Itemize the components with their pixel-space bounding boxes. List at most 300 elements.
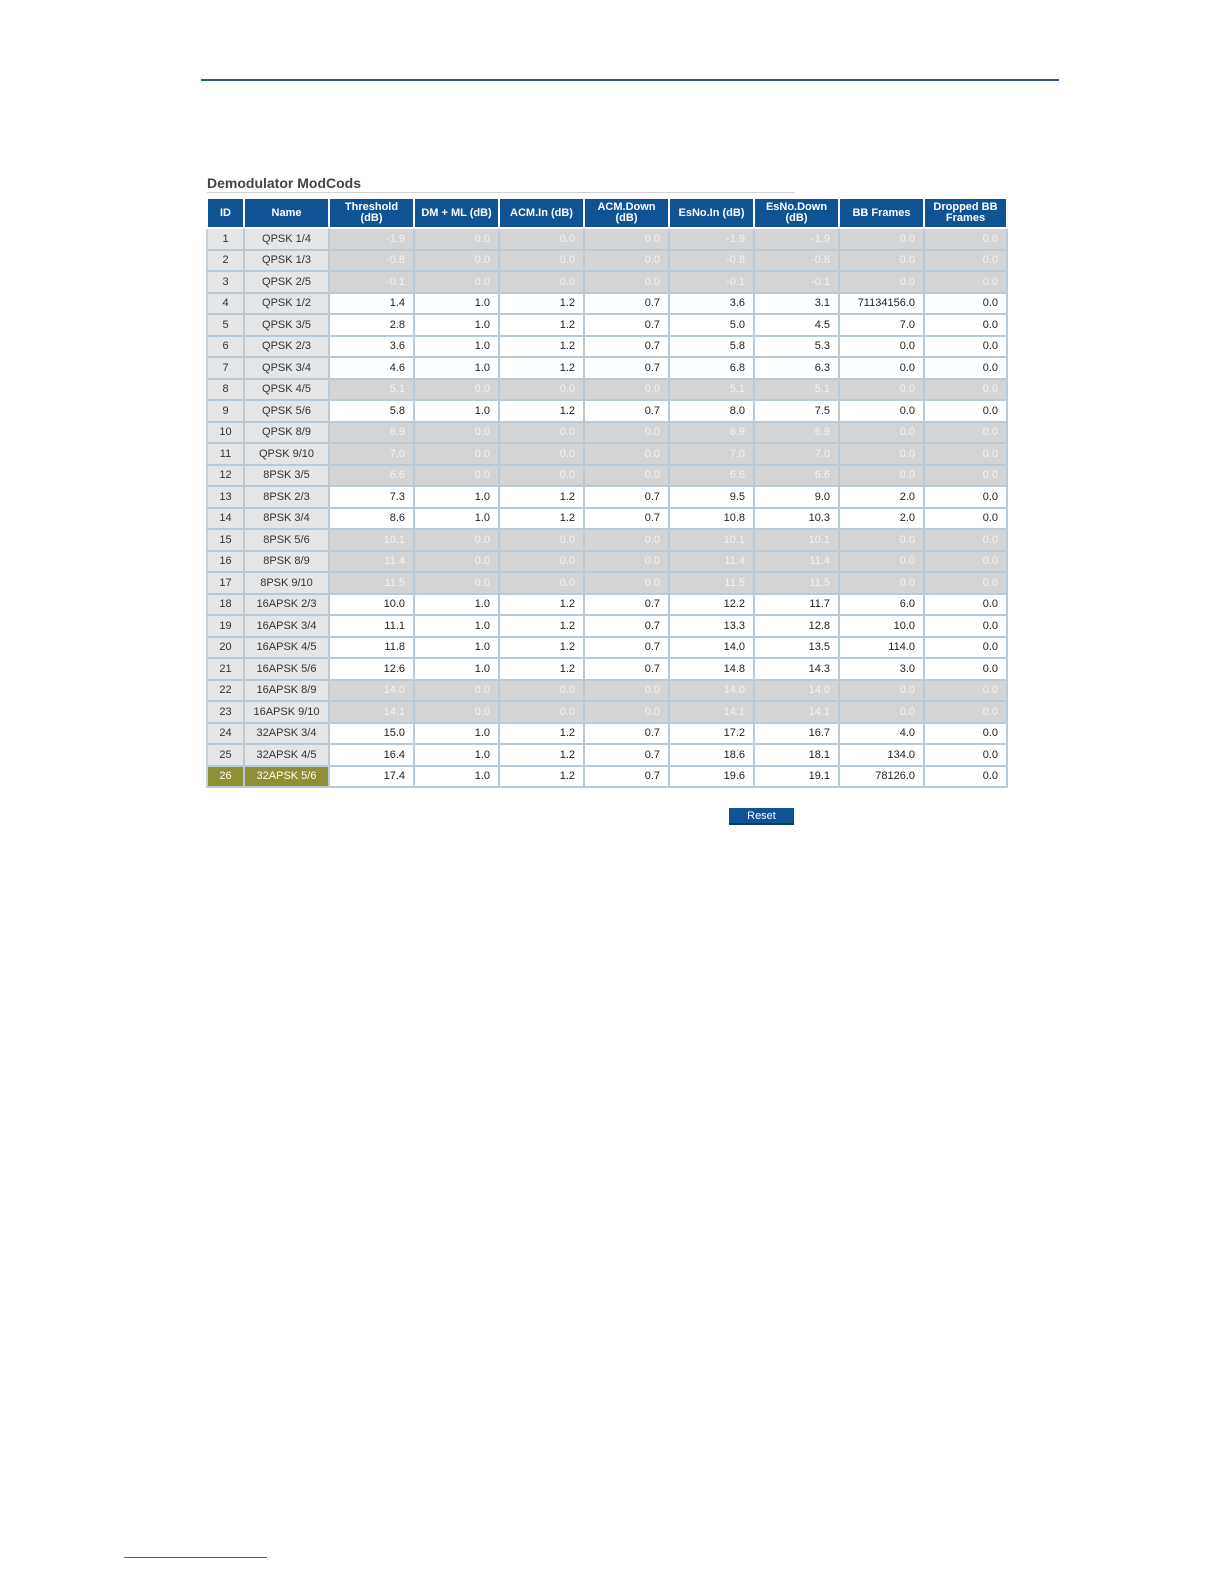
cell-id: 13 xyxy=(207,486,244,508)
cell-dm-ml: 1.0 xyxy=(414,486,499,508)
column-header-dm-ml xyxy=(414,199,499,228)
cell-id: 18 xyxy=(207,594,244,616)
cell-esno-in: 10.8 xyxy=(669,508,754,530)
cell-esno-in: 18.6 xyxy=(669,744,754,766)
cell-dm-ml: 1.0 xyxy=(414,357,499,379)
cell-threshold: 10.0 xyxy=(329,594,414,616)
table-row xyxy=(207,744,1007,766)
cell-dropped: 0.0 xyxy=(924,572,1007,594)
column-header-acm-down xyxy=(584,199,669,228)
cell-bb-frames: 0.0 xyxy=(839,379,924,401)
cell-acm-down: 0.0 xyxy=(584,443,669,465)
cell-esno-in: -0.8 xyxy=(669,250,754,272)
column-header-line: ID xyxy=(220,206,231,219)
cell-esno-in: 12.2 xyxy=(669,594,754,616)
cell-esno-in: 10.1 xyxy=(669,529,754,551)
cell-bb-frames: 0.0 xyxy=(839,271,924,293)
cell-acm-in: 0.0 xyxy=(499,443,584,465)
cell-dropped: 0.0 xyxy=(924,615,1007,637)
cell-dropped: 0.0 xyxy=(924,314,1007,336)
cell-dropped: 0.0 xyxy=(924,293,1007,315)
cell-acm-down: 0.7 xyxy=(584,594,669,616)
cell-esno-down: 14.1 xyxy=(754,701,839,723)
cell-name: QPSK 5/6 xyxy=(244,400,329,422)
cell-acm-in: 0.0 xyxy=(499,529,584,551)
cell-dm-ml: 1.0 xyxy=(414,336,499,358)
column-header-acm-in xyxy=(499,199,584,228)
cell-acm-in: 1.2 xyxy=(499,486,584,508)
cell-dm-ml: 0.0 xyxy=(414,465,499,487)
cell-dropped: 0.0 xyxy=(924,701,1007,723)
cell-acm-in: 1.2 xyxy=(499,314,584,336)
column-header-line: (dB) xyxy=(360,212,383,224)
cell-name: 16APSK 3/4 xyxy=(244,615,329,637)
table-row xyxy=(207,443,1007,465)
cell-bb-frames: 0.0 xyxy=(839,551,924,573)
cell-acm-in: 1.2 xyxy=(499,357,584,379)
cell-esno-in: 14.8 xyxy=(669,658,754,680)
cell-id: 24 xyxy=(207,723,244,745)
cell-acm-in: 0.0 xyxy=(499,551,584,573)
cell-acm-in: 1.2 xyxy=(499,400,584,422)
cell-bb-frames: 0.0 xyxy=(839,529,924,551)
cell-esno-down: 18.1 xyxy=(754,744,839,766)
cell-acm-down: 0.0 xyxy=(584,228,669,250)
cell-id: 3 xyxy=(207,271,244,293)
cell-dropped: 0.0 xyxy=(924,400,1007,422)
table-row xyxy=(207,336,1007,358)
cell-acm-down: 0.7 xyxy=(584,357,669,379)
cell-esno-down: 5.3 xyxy=(754,336,839,358)
cell-dm-ml: 1.0 xyxy=(414,744,499,766)
table-row xyxy=(207,701,1007,723)
cell-bb-frames: 0.0 xyxy=(839,228,924,250)
cell-bb-frames: 6.0 xyxy=(839,594,924,616)
table-row xyxy=(207,766,1007,788)
cell-acm-in: 1.2 xyxy=(499,508,584,530)
cell-esno-in: 6.9 xyxy=(669,422,754,444)
cell-threshold: 12.6 xyxy=(329,658,414,680)
cell-bb-frames: 2.0 xyxy=(839,486,924,508)
table-row xyxy=(207,572,1007,594)
cell-name: 8PSK 8/9 xyxy=(244,551,329,573)
cell-acm-in: 1.2 xyxy=(499,744,584,766)
table-row xyxy=(207,723,1007,745)
column-header-esno-in xyxy=(669,199,754,228)
cell-bb-frames: 114.0 xyxy=(839,637,924,659)
cell-acm-in: 0.0 xyxy=(499,465,584,487)
cell-dropped: 0.0 xyxy=(924,680,1007,702)
page-header-rule xyxy=(201,79,1059,81)
cell-esno-down: 16.7 xyxy=(754,723,839,745)
cell-dropped: 0.0 xyxy=(924,551,1007,573)
cell-acm-down: 0.7 xyxy=(584,336,669,358)
cell-dropped: 0.0 xyxy=(924,637,1007,659)
cell-acm-in: 1.2 xyxy=(499,336,584,358)
column-header-dropped-bb-frames xyxy=(924,199,1007,228)
cell-name: QPSK 4/5 xyxy=(244,379,329,401)
cell-bb-frames: 0.0 xyxy=(839,443,924,465)
cell-id: 20 xyxy=(207,637,244,659)
table-row xyxy=(207,379,1007,401)
cell-dropped: 0.0 xyxy=(924,508,1007,530)
cell-esno-down: 13.5 xyxy=(754,637,839,659)
cell-esno-in: 9.5 xyxy=(669,486,754,508)
cell-acm-down: 0.7 xyxy=(584,508,669,530)
cell-name: 32APSK 4/5 xyxy=(244,744,329,766)
cell-bb-frames: 0.0 xyxy=(839,357,924,379)
cell-dropped: 0.0 xyxy=(924,422,1007,444)
column-header-line: EsNo.Down xyxy=(765,201,828,213)
column-header-line: BB Frames xyxy=(852,206,911,219)
cell-id: 11 xyxy=(207,443,244,465)
cell-acm-in: 0.0 xyxy=(499,228,584,250)
table-row xyxy=(207,293,1007,315)
cell-acm-down: 0.0 xyxy=(584,465,669,487)
cell-esno-down: -1.9 xyxy=(754,228,839,250)
table-row xyxy=(207,551,1007,573)
cell-threshold: 1.4 xyxy=(329,293,414,315)
cell-id: 19 xyxy=(207,615,244,637)
reset-button[interactable]: Reset xyxy=(729,808,794,825)
cell-acm-down: 0.7 xyxy=(584,400,669,422)
cell-bb-frames: 0.0 xyxy=(839,572,924,594)
cell-bb-frames: 3.0 xyxy=(839,658,924,680)
column-header-line: (dB) xyxy=(785,212,808,224)
cell-acm-down: 0.7 xyxy=(584,744,669,766)
cell-dropped: 0.0 xyxy=(924,443,1007,465)
column-header-line: (dB) xyxy=(615,212,638,224)
cell-id: 26 xyxy=(207,766,244,788)
cell-acm-in: 0.0 xyxy=(499,680,584,702)
column-header-line: EsNo.In (dB) xyxy=(678,206,745,219)
cell-dropped: 0.0 xyxy=(924,486,1007,508)
cell-esno-down: -0.1 xyxy=(754,271,839,293)
cell-threshold: 5.1 xyxy=(329,379,414,401)
table-row xyxy=(207,594,1007,616)
cell-dm-ml: 0.0 xyxy=(414,271,499,293)
cell-threshold: 11.4 xyxy=(329,551,414,573)
cell-dropped: 0.0 xyxy=(924,336,1007,358)
cell-esno-down: 14.3 xyxy=(754,658,839,680)
cell-esno-in: -0.1 xyxy=(669,271,754,293)
cell-dropped: 0.0 xyxy=(924,228,1007,250)
cell-acm-in: 0.0 xyxy=(499,271,584,293)
cell-name: 16APSK 8/9 xyxy=(244,680,329,702)
cell-acm-down: 0.7 xyxy=(584,637,669,659)
cell-threshold: -0.1 xyxy=(329,271,414,293)
cell-dm-ml: 1.0 xyxy=(414,293,499,315)
table-row xyxy=(207,615,1007,637)
cell-name: 8PSK 3/4 xyxy=(244,508,329,530)
table-row xyxy=(207,271,1007,293)
cell-acm-down: 0.0 xyxy=(584,680,669,702)
cell-acm-in: 1.2 xyxy=(499,723,584,745)
cell-dropped: 0.0 xyxy=(924,594,1007,616)
cell-dm-ml: 0.0 xyxy=(414,422,499,444)
cell-threshold: 11.8 xyxy=(329,637,414,659)
cell-esno-down: 12.8 xyxy=(754,615,839,637)
cell-id: 21 xyxy=(207,658,244,680)
cell-dm-ml: 1.0 xyxy=(414,594,499,616)
cell-bb-frames: 0.0 xyxy=(839,465,924,487)
table-row xyxy=(207,637,1007,659)
cell-id: 25 xyxy=(207,744,244,766)
cell-name: QPSK 1/3 xyxy=(244,250,329,272)
cell-threshold: 5.8 xyxy=(329,400,414,422)
cell-id: 5 xyxy=(207,314,244,336)
cell-name: 8PSK 5/6 xyxy=(244,529,329,551)
cell-dropped: 0.0 xyxy=(924,766,1007,788)
cell-esno-down: 10.1 xyxy=(754,529,839,551)
cell-esno-down: 11.5 xyxy=(754,572,839,594)
cell-acm-down: 0.0 xyxy=(584,529,669,551)
cell-dropped: 0.0 xyxy=(924,271,1007,293)
column-header-line: Name xyxy=(271,206,302,219)
cell-name: QPSK 9/10 xyxy=(244,443,329,465)
table-row xyxy=(207,465,1007,487)
cell-acm-down: 0.7 xyxy=(584,658,669,680)
cell-esno-in: 3.6 xyxy=(669,293,754,315)
cell-threshold: 4.6 xyxy=(329,357,414,379)
cell-name: 16APSK 2/3 xyxy=(244,594,329,616)
cell-bb-frames: 2.0 xyxy=(839,508,924,530)
cell-esno-down: 6.6 xyxy=(754,465,839,487)
cell-bb-frames: 78126.0 xyxy=(839,766,924,788)
cell-acm-down: 0.7 xyxy=(584,615,669,637)
cell-threshold: -0.8 xyxy=(329,250,414,272)
cell-bb-frames: 0.0 xyxy=(839,701,924,723)
cell-bb-frames: 0.0 xyxy=(839,400,924,422)
cell-id: 12 xyxy=(207,465,244,487)
cell-bb-frames: 10.0 xyxy=(839,615,924,637)
column-header-id xyxy=(207,199,244,228)
column-header-line: Dropped BB xyxy=(933,201,998,213)
cell-acm-in: 0.0 xyxy=(499,422,584,444)
column-header-name xyxy=(244,199,329,228)
cell-bb-frames: 0.0 xyxy=(839,422,924,444)
cell-bb-frames: 0.0 xyxy=(839,680,924,702)
cell-esno-in: 17.2 xyxy=(669,723,754,745)
cell-id: 10 xyxy=(207,422,244,444)
column-header-threshold xyxy=(329,199,414,228)
table-header-row xyxy=(207,199,1007,228)
cell-esno-in: 8.0 xyxy=(669,400,754,422)
cell-name: QPSK 3/4 xyxy=(244,357,329,379)
table-row xyxy=(207,314,1007,336)
cell-acm-down: 0.7 xyxy=(584,486,669,508)
cell-dropped: 0.0 xyxy=(924,465,1007,487)
cell-name: 16APSK 5/6 xyxy=(244,658,329,680)
column-header-bb-frames xyxy=(839,199,924,228)
cell-esno-in: 7.0 xyxy=(669,443,754,465)
cell-acm-in: 1.2 xyxy=(499,615,584,637)
cell-acm-in: 1.2 xyxy=(499,637,584,659)
cell-threshold: -1.9 xyxy=(329,228,414,250)
table-row xyxy=(207,422,1007,444)
column-header-line: DM + ML (dB) xyxy=(421,206,492,219)
cell-threshold: 7.3 xyxy=(329,486,414,508)
table-row xyxy=(207,658,1007,680)
cell-id: 17 xyxy=(207,572,244,594)
cell-acm-down: 0.0 xyxy=(584,551,669,573)
cell-esno-in: 6.6 xyxy=(669,465,754,487)
cell-threshold: 6.6 xyxy=(329,465,414,487)
cell-dm-ml: 1.0 xyxy=(414,615,499,637)
cell-bb-frames: 71134156.0 xyxy=(839,293,924,315)
cell-esno-in: 13.3 xyxy=(669,615,754,637)
cell-name: QPSK 1/4 xyxy=(244,228,329,250)
cell-name: 16APSK 4/5 xyxy=(244,637,329,659)
cell-bb-frames: 0.0 xyxy=(839,250,924,272)
table-body xyxy=(207,228,1007,787)
table-row xyxy=(207,508,1007,530)
cell-dm-ml: 1.0 xyxy=(414,658,499,680)
cell-acm-down: 0.0 xyxy=(584,422,669,444)
cell-id: 1 xyxy=(207,228,244,250)
cell-acm-in: 0.0 xyxy=(499,379,584,401)
cell-dropped: 0.0 xyxy=(924,723,1007,745)
cell-esno-in: 19.6 xyxy=(669,766,754,788)
cell-esno-down: 11.4 xyxy=(754,551,839,573)
cell-bb-frames: 0.0 xyxy=(839,336,924,358)
cell-id: 8 xyxy=(207,379,244,401)
cell-dm-ml: 0.0 xyxy=(414,529,499,551)
cell-esno-in: 11.5 xyxy=(669,572,754,594)
table-row xyxy=(207,680,1007,702)
section-title-underline xyxy=(207,192,795,193)
cell-bb-frames: 7.0 xyxy=(839,314,924,336)
cell-threshold: 15.0 xyxy=(329,723,414,745)
cell-threshold: 14.1 xyxy=(329,701,414,723)
cell-acm-in: 1.2 xyxy=(499,594,584,616)
section-title: Demodulator ModCods xyxy=(207,175,361,191)
cell-threshold: 17.4 xyxy=(329,766,414,788)
cell-dropped: 0.0 xyxy=(924,529,1007,551)
cell-dm-ml: 0.0 xyxy=(414,572,499,594)
cell-acm-down: 0.0 xyxy=(584,250,669,272)
column-header-esno-down xyxy=(754,199,839,228)
cell-acm-down: 0.7 xyxy=(584,766,669,788)
cell-acm-in: 1.2 xyxy=(499,658,584,680)
cell-bb-frames: 4.0 xyxy=(839,723,924,745)
table-row xyxy=(207,357,1007,379)
cell-name: 32APSK 3/4 xyxy=(244,723,329,745)
table-row xyxy=(207,228,1007,250)
cell-id: 7 xyxy=(207,357,244,379)
cell-name: 8PSK 3/5 xyxy=(244,465,329,487)
cell-esno-down: 5.1 xyxy=(754,379,839,401)
cell-esno-in: -1.9 xyxy=(669,228,754,250)
cell-dropped: 0.0 xyxy=(924,744,1007,766)
cell-threshold: 16.4 xyxy=(329,744,414,766)
cell-name: 32APSK 5/6 xyxy=(244,766,329,788)
cell-dropped: 0.0 xyxy=(924,658,1007,680)
cell-dm-ml: 0.0 xyxy=(414,250,499,272)
cell-acm-down: 0.7 xyxy=(584,314,669,336)
cell-dm-ml: 1.0 xyxy=(414,314,499,336)
cell-id: 22 xyxy=(207,680,244,702)
cell-id: 4 xyxy=(207,293,244,315)
table-row xyxy=(207,529,1007,551)
footnote-rule xyxy=(124,1557,267,1558)
cell-id: 2 xyxy=(207,250,244,272)
cell-acm-down: 0.0 xyxy=(584,572,669,594)
cell-acm-in: 0.0 xyxy=(499,250,584,272)
modcods-table xyxy=(206,199,1008,788)
cell-name: 8PSK 2/3 xyxy=(244,486,329,508)
cell-threshold: 8.6 xyxy=(329,508,414,530)
table-row xyxy=(207,400,1007,422)
cell-threshold: 3.6 xyxy=(329,336,414,358)
cell-dm-ml: 1.0 xyxy=(414,508,499,530)
cell-dropped: 0.0 xyxy=(924,379,1007,401)
cell-esno-in: 14.0 xyxy=(669,637,754,659)
cell-esno-in: 14.1 xyxy=(669,701,754,723)
cell-bb-frames: 134.0 xyxy=(839,744,924,766)
cell-acm-down: 0.7 xyxy=(584,723,669,745)
cell-esno-down: 6.3 xyxy=(754,357,839,379)
cell-name: QPSK 2/3 xyxy=(244,336,329,358)
cell-esno-in: 14.0 xyxy=(669,680,754,702)
cell-esno-down: 3.1 xyxy=(754,293,839,315)
cell-dm-ml: 1.0 xyxy=(414,400,499,422)
cell-acm-down: 0.0 xyxy=(584,271,669,293)
cell-threshold: 11.1 xyxy=(329,615,414,637)
column-header-line: Frames xyxy=(945,212,986,224)
table-row xyxy=(207,486,1007,508)
cell-dm-ml: 1.0 xyxy=(414,723,499,745)
cell-id: 16 xyxy=(207,551,244,573)
cell-dm-ml: 1.0 xyxy=(414,766,499,788)
cell-dropped: 0.0 xyxy=(924,250,1007,272)
cell-dm-ml: 0.0 xyxy=(414,228,499,250)
cell-acm-in: 1.2 xyxy=(499,766,584,788)
cell-dm-ml: 0.0 xyxy=(414,680,499,702)
cell-acm-in: 1.2 xyxy=(499,293,584,315)
cell-dm-ml: 1.0 xyxy=(414,637,499,659)
cell-esno-down: 4.5 xyxy=(754,314,839,336)
cell-esno-down: 19.1 xyxy=(754,766,839,788)
cell-id: 15 xyxy=(207,529,244,551)
cell-name: QPSK 3/5 xyxy=(244,314,329,336)
cell-name: QPSK 2/5 xyxy=(244,271,329,293)
cell-threshold: 11.5 xyxy=(329,572,414,594)
cell-threshold: 6.9 xyxy=(329,422,414,444)
cell-esno-in: 11.4 xyxy=(669,551,754,573)
column-header-line: Threshold xyxy=(344,201,399,213)
cell-esno-in: 6.8 xyxy=(669,357,754,379)
cell-id: 23 xyxy=(207,701,244,723)
cell-esno-down: 11.7 xyxy=(754,594,839,616)
cell-esno-down: 7.5 xyxy=(754,400,839,422)
cell-dm-ml: 0.0 xyxy=(414,551,499,573)
cell-name: 8PSK 9/10 xyxy=(244,572,329,594)
cell-esno-down: -0.8 xyxy=(754,250,839,272)
cell-esno-in: 5.1 xyxy=(669,379,754,401)
cell-threshold: 10.1 xyxy=(329,529,414,551)
cell-name: QPSK 1/2 xyxy=(244,293,329,315)
cell-id: 6 xyxy=(207,336,244,358)
cell-acm-in: 0.0 xyxy=(499,572,584,594)
cell-id: 14 xyxy=(207,508,244,530)
cell-dm-ml: 0.0 xyxy=(414,379,499,401)
cell-esno-down: 6.9 xyxy=(754,422,839,444)
cell-threshold: 14.0 xyxy=(329,680,414,702)
cell-dropped: 0.0 xyxy=(924,357,1007,379)
table-row xyxy=(207,250,1007,272)
cell-dm-ml: 0.0 xyxy=(414,443,499,465)
